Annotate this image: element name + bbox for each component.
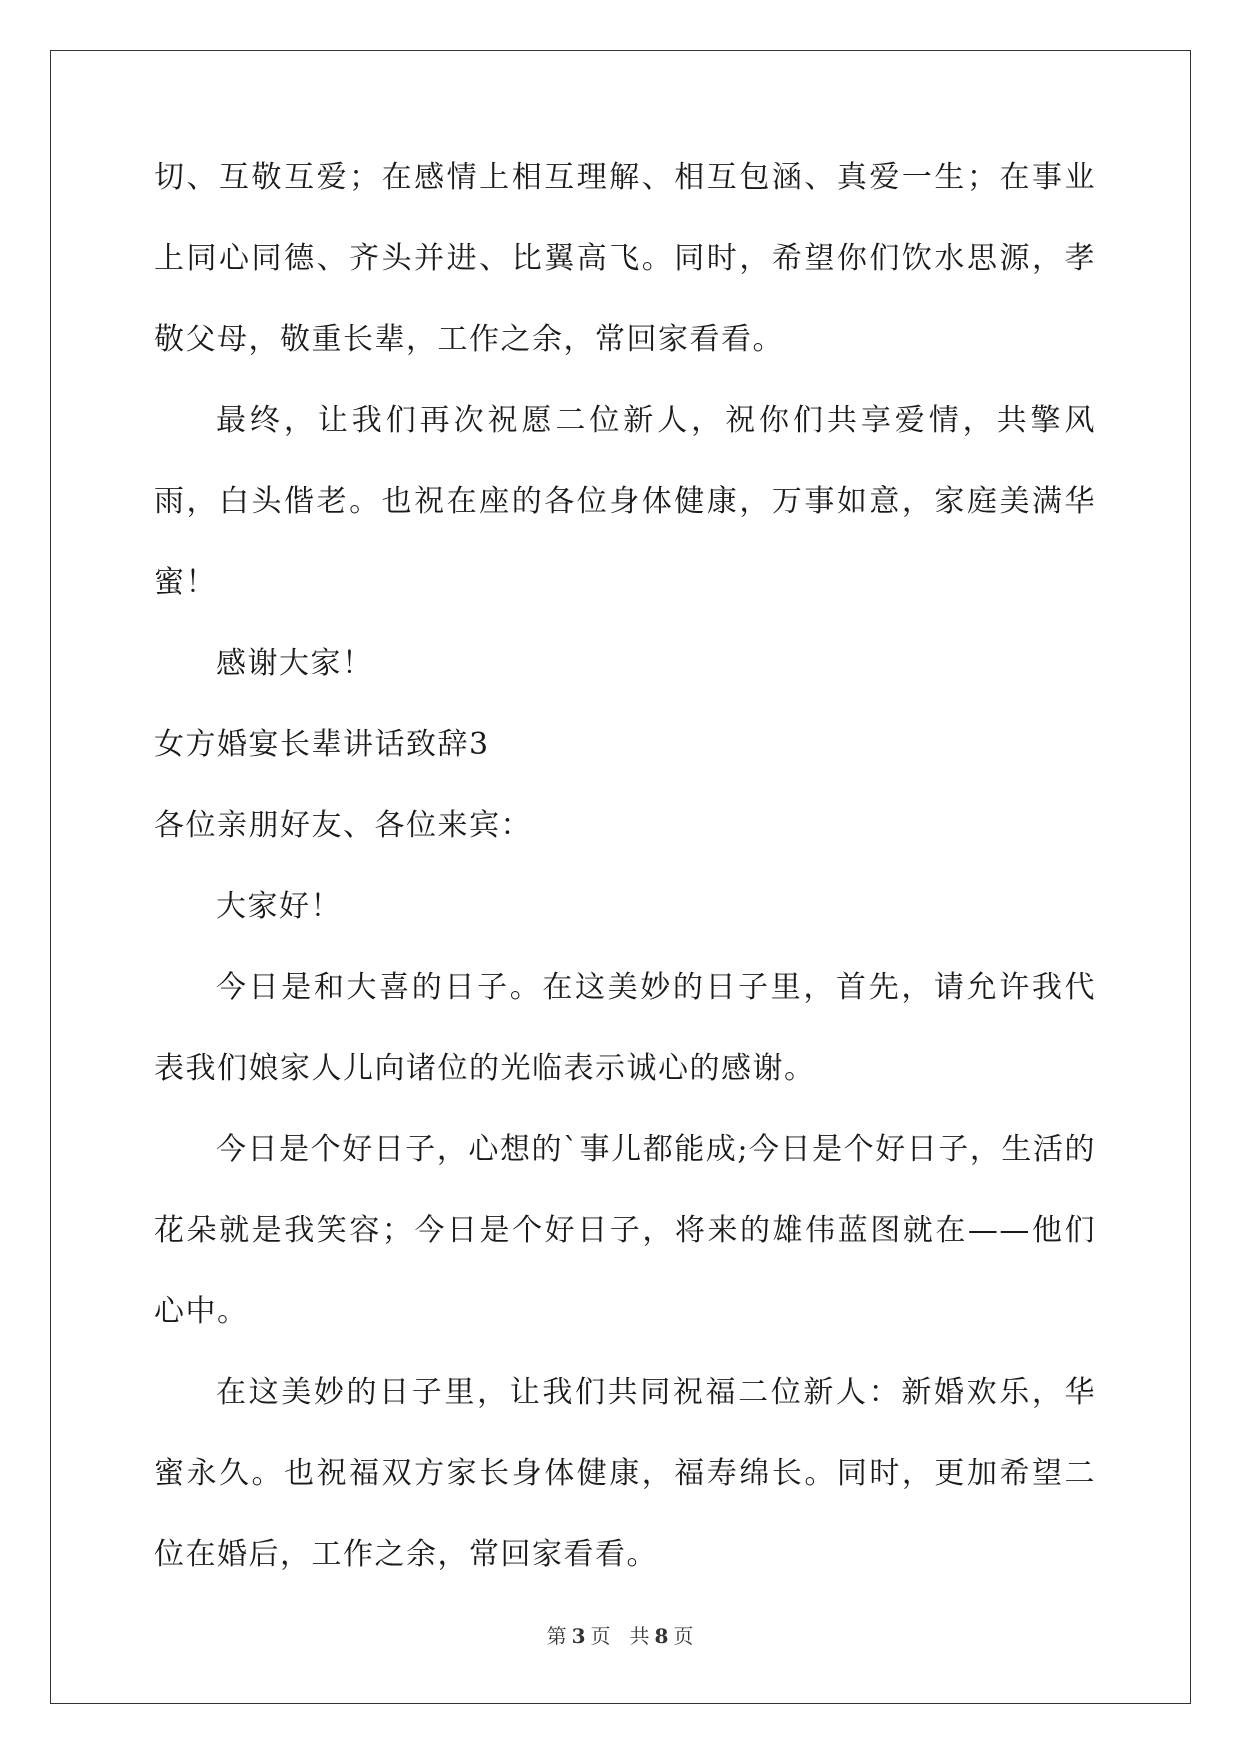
page-footer — [0, 1620, 1241, 1649]
footer-page-suffix: 页 — [590, 1624, 612, 1648]
paragraph-blessing: 在这美妙的日子里，让我们共同祝福二位新人：新婚欢乐，华蜜永久。也祝福双方家长身体健康，福寿绵长。同时，更加希望二位在婚后，工作之余，常回家看看。 — [154, 1375, 1096, 1572]
salutation: 各位亲朋好友、各位来宾： — [154, 808, 532, 843]
footer-page-number: 3 — [571, 1624, 587, 1648]
document-body — [154, 162, 1096, 1595]
paragraph-welcome: 今日是和大喜的日子。在这美妙的日子里，首先，请允许我代表我们娘家人儿向诸位的光临表示诚心的感谢。 — [154, 970, 1096, 1086]
footer-total-pages: 8 — [654, 1624, 670, 1648]
footer-total-prefix: 共 — [629, 1624, 651, 1648]
paragraph-continuation: 切、互敬互爱；在感情上相互理解、相互包涵、真爱一生；在事业上同心同德、齐头并进、比翼高飞。同时，希望你们饮水思源，孝敬父母，敬重长辈，工作之余，常回家看看。 — [154, 160, 1096, 357]
section-heading: 女方婚宴长辈讲话致辞3 — [154, 727, 490, 762]
footer-page-prefix: 第 — [546, 1624, 568, 1648]
paragraph-good-day: 今日是个好日子，心想的`事儿都能成;今日是个好日子，生活的花朵就是我笑容；今日是个好日子，将来的雄伟蓝图就在——他们心中。 — [154, 1132, 1096, 1329]
footer-total-suffix: 页 — [673, 1624, 695, 1648]
paragraph-closing-wishes: 最终，让我们再次祝愿二位新人，祝你们共享爱情，共擎风雨，白头偕老。也祝在座的各位身体健康，万事如意，家庭美满华蜜！ — [154, 403, 1096, 600]
greeting: 大家好！ — [216, 889, 342, 924]
paragraph-thanks: 感谢大家！ — [216, 646, 374, 681]
